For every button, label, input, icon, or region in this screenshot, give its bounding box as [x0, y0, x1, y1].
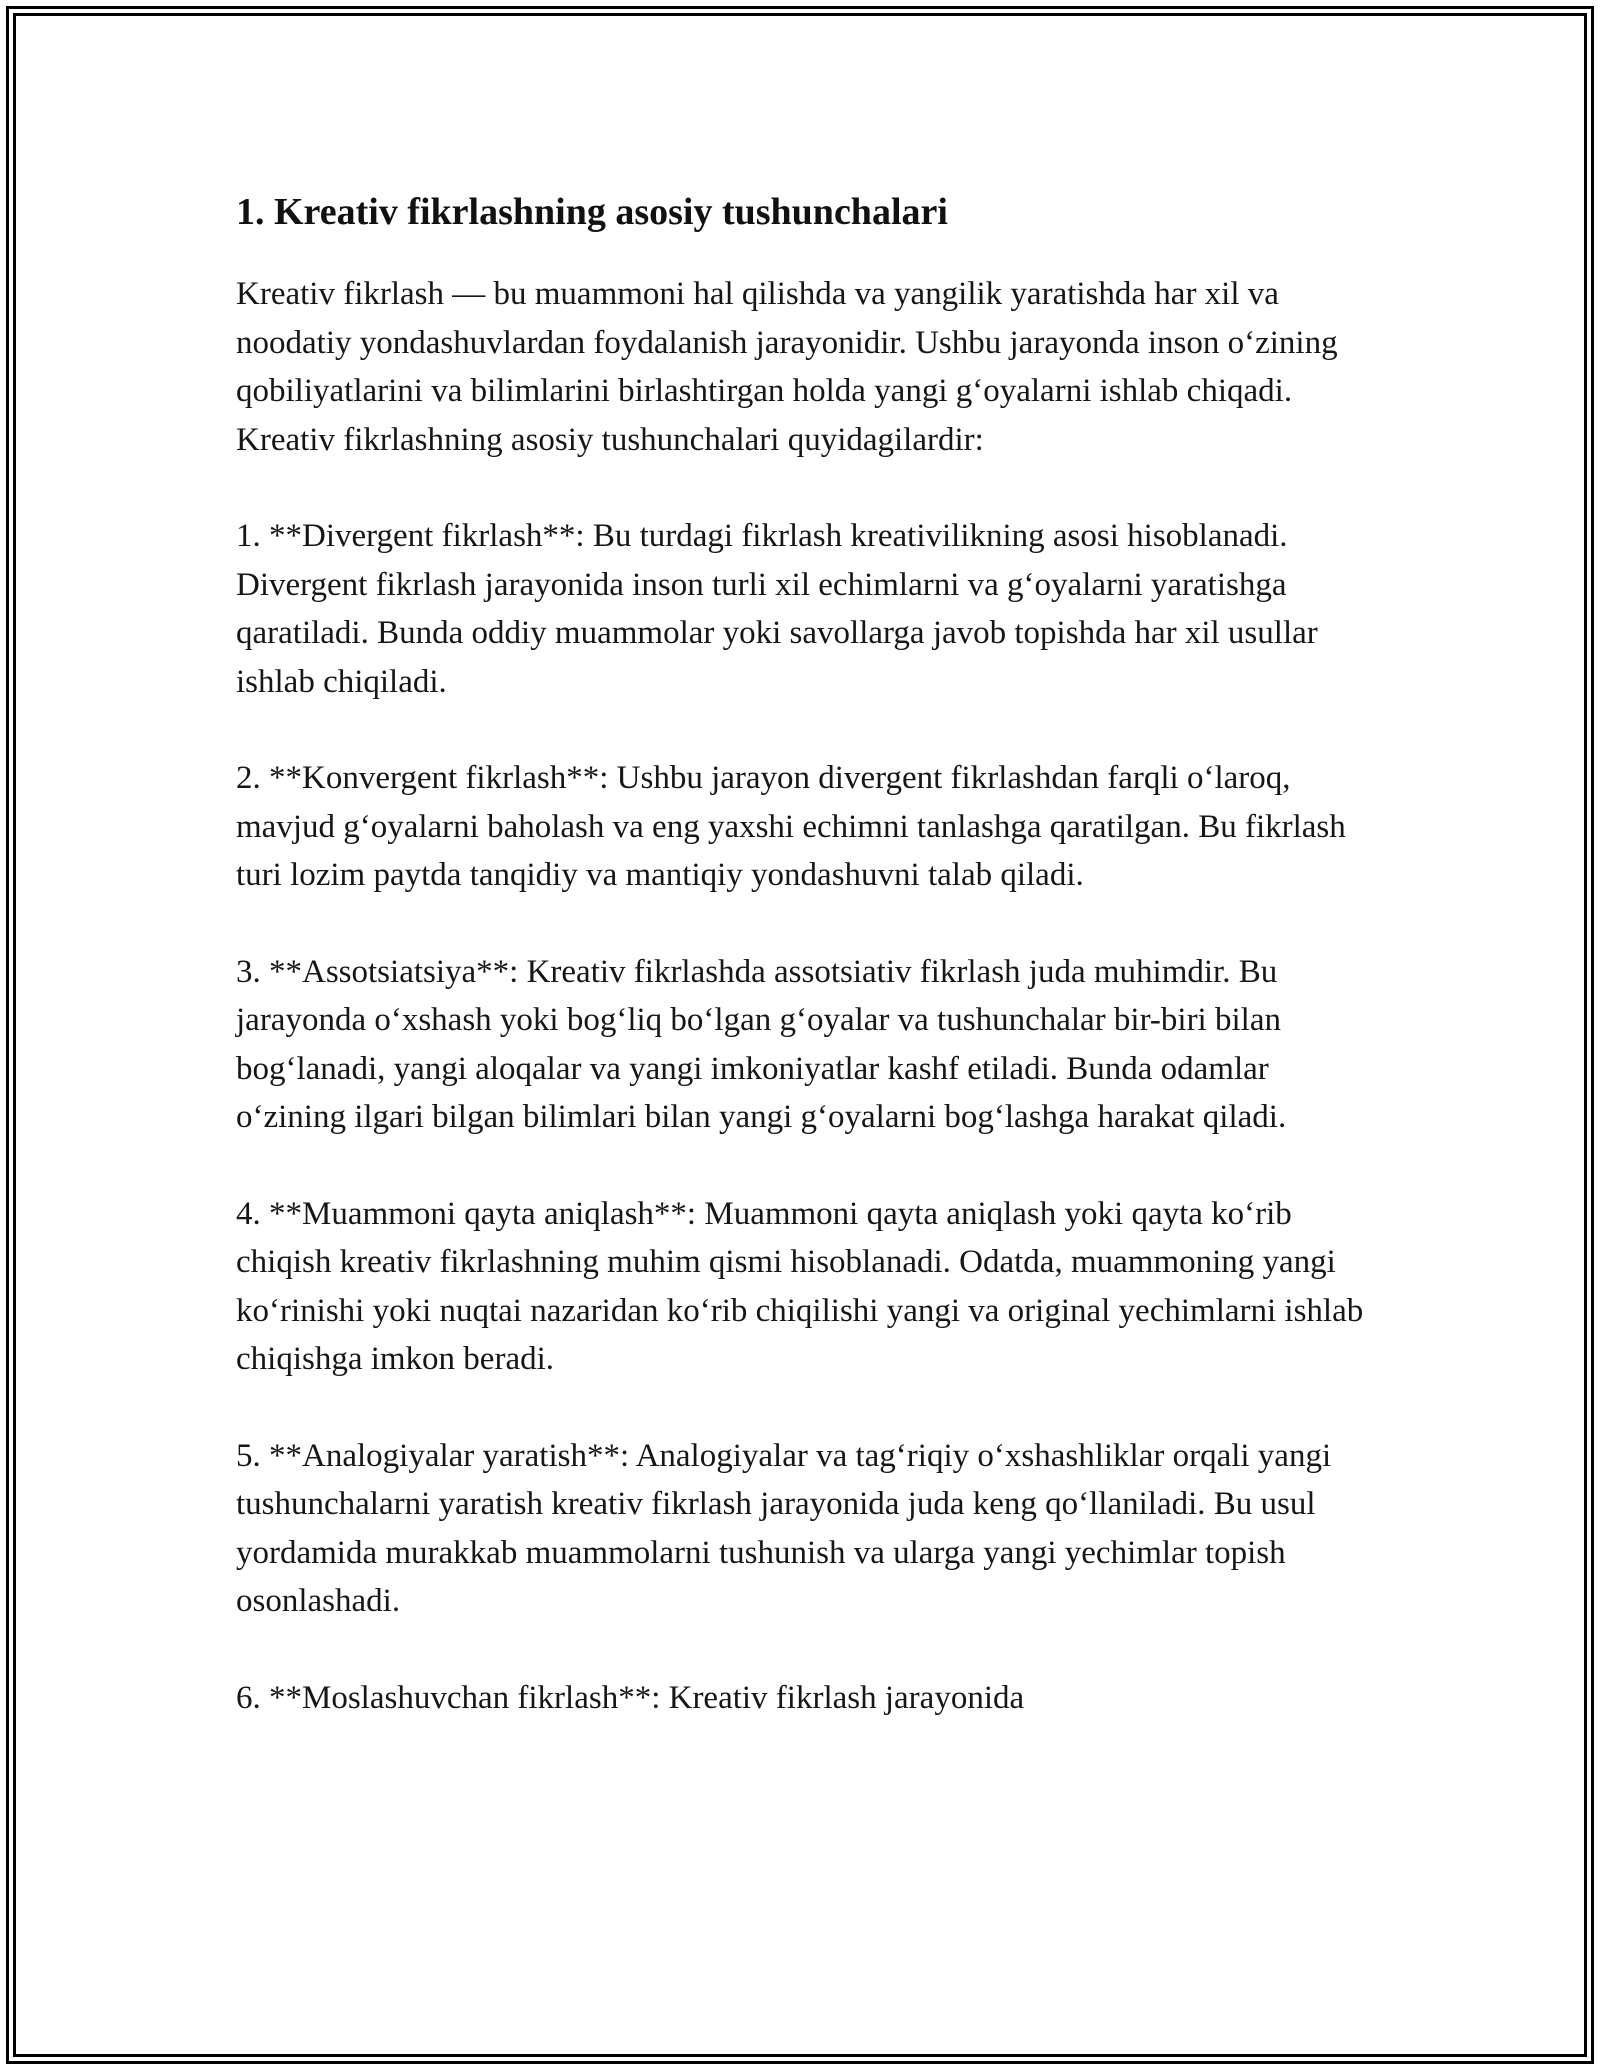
- intro-paragraph: Kreativ fikrlash — bu muammoni hal qilishda va yangilik yaratishda har xil va noodatiy yondashuvlardan foydalanish jarayonidir. Ushbu jarayonda inson o‘zining qobiliyatlarini va bilimlarini birlashtirgan holda yangi g‘oyalarni ishlab chiqadi. Kreativ fikrlashning asosiy tushunchalari quyidagilardir:: [236, 276, 1338, 458]
- list-item-divergent: 1. **Divergent fikrlash**: Bu turdagi fikrlash kreativilikning asosi hisoblanadi. Divergent fikrlash jarayonida inson turli xil echimlarni va g‘oyalarni yaratishga qaratiladi. Bunda oddiy muammolar yoki savollarga javob topishda har xil usullar ishlab chiqiladi.: [236, 518, 1318, 700]
- page-title: 1. Kreativ fikrlashning asosiy tushunchalari: [236, 191, 948, 233]
- list-item-muammoni-qayta-aniqlash: 4. **Muammoni qayta aniqlash**: Muammoni qayta aniqlash yoki qayta ko‘rib chiqish kreativ fikrlashning muhim qismi hisoblanadi. Odatda, muammoning yangi ko‘rinishi yoki nuqtai nazaridan ko‘rib chiqilishi yangi va original yechimlarni ishlab chiqishga imkon beradi.: [236, 1195, 1364, 1377]
- list-item-konvergent: 2. **Konvergent fikrlash**: Ushbu jarayon divergent fikrlashdan farqli o‘laroq, mavjud g‘oyalarni baholash va eng yaxshi echimni tanlashga qaratilgan. Bu fikrlash turi lozim paytda tanqidiy va mantiqiy yondashuvni talab qiladi.: [236, 760, 1346, 893]
- list-item-assotsiatsiya: 3. **Assotsiatsiya**: Kreativ fikrlashda assotsiativ fikrlash juda muhimdir. Bu jarayonda o‘xshash yoki bog‘liq bo‘lgan g‘oyalar va tushunchalar bir-biri bilan bog‘lanadi, yangi aloqalar va yangi imkoniyatlar kashf etiladi. Bunda odamlar o‘zining ilgari bilgan bilimlari bilan yangi g‘oyalarni bog‘lashga harakat qiladi.: [236, 953, 1287, 1135]
- document-body: [236, 186, 1376, 1722]
- list-item-analogiyalar: 5. **Analogiyalar yaratish**: Analogiyalar va tag‘riqiy o‘xshashliklar orqali yangi tushunchalarni yaratish kreativ fikrlash jarayonida juda keng qo‘llaniladi. Bu usul yordamida murakkab muammolarni tushunish va ularga yangi yechimlar topish osonlashadi.: [236, 1437, 1332, 1619]
- list-item-moslashuvchan: 6. **Moslashuvchan fikrlash**: Kreativ fikrlash jarayonida: [236, 1679, 1025, 1716]
